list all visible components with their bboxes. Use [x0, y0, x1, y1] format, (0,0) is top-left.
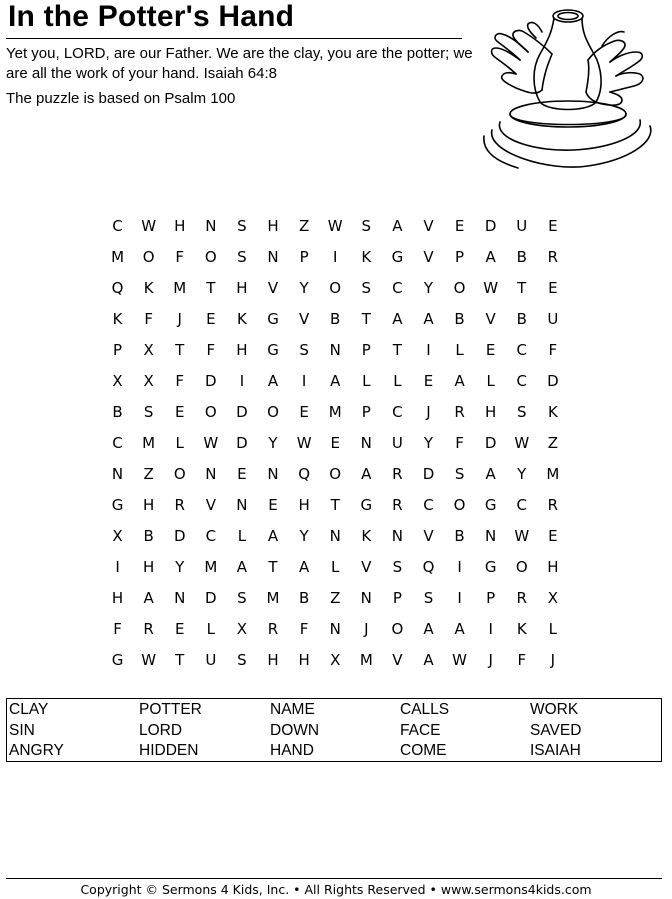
- grid-letter: S: [454, 465, 465, 483]
- grid-letter: N: [205, 465, 217, 483]
- grid-letter: S: [361, 217, 372, 235]
- grid-letter: T: [268, 558, 278, 576]
- word-item: DOWN: [270, 721, 320, 739]
- word-search-grid: [102, 211, 568, 676]
- grid-letter: O: [329, 465, 342, 483]
- grid-letter: N: [329, 341, 341, 359]
- grid-letter: A: [454, 620, 465, 638]
- word-item: LORD: [139, 721, 183, 739]
- grid-letter: L: [331, 558, 340, 576]
- word-item: SIN: [9, 721, 35, 739]
- grid-letter: E: [423, 372, 434, 390]
- grid-letter: F: [548, 341, 558, 359]
- grid-letter: E: [299, 403, 309, 421]
- grid-letter: C: [423, 496, 434, 514]
- grid-letter: V: [423, 527, 434, 545]
- grid-letter: E: [548, 217, 558, 235]
- word-item: NAME: [270, 701, 315, 718]
- grid-letter: R: [547, 248, 559, 266]
- grid-letter: N: [329, 527, 341, 545]
- grid-letter: K: [237, 310, 247, 328]
- grid-letter: P: [361, 403, 371, 421]
- grid-letter: Q: [422, 558, 435, 576]
- grid-letter: C: [516, 341, 527, 359]
- scripture-verse: Yet you, LORD, are our Father. We are the clay, you are the potter; we are all the work of your hand. Isaiah 64:8: [6, 45, 473, 82]
- grid-letter: R: [454, 403, 465, 421]
- grid-letter: O: [453, 496, 466, 514]
- grid-letter: F: [455, 434, 464, 452]
- grid-letter: D: [236, 434, 248, 452]
- grid-letter: H: [298, 496, 310, 514]
- grid-letter: X: [143, 341, 154, 359]
- grid-letter: E: [485, 341, 496, 359]
- grid-letter: O: [391, 620, 404, 638]
- grid-letter: M: [266, 589, 280, 607]
- grid-letter: S: [143, 403, 154, 421]
- grid-letter: Y: [175, 558, 185, 576]
- grid-letter: B: [298, 589, 310, 607]
- grid-row: [102, 583, 568, 614]
- grid-letter: F: [517, 651, 527, 669]
- grid-letter: M: [142, 434, 156, 452]
- grid-letter: L: [237, 527, 247, 545]
- grid-letter: V: [485, 310, 496, 328]
- grid-letter: U: [205, 651, 217, 669]
- grid-letter: P: [455, 248, 465, 266]
- grid-letter: J: [426, 403, 431, 421]
- grid-letter: F: [206, 341, 216, 359]
- grid-letter: S: [237, 589, 247, 607]
- grid-letter: W: [296, 434, 312, 452]
- grid-letter: N: [360, 434, 372, 452]
- grid-letter: J: [550, 651, 556, 669]
- grid-letter: E: [174, 403, 185, 421]
- grid-letter: T: [517, 279, 527, 297]
- grid-letter: O: [142, 248, 155, 266]
- grid-letter: M: [546, 465, 560, 483]
- grid-letter: H: [143, 496, 155, 514]
- grid-row: [102, 614, 568, 645]
- grid-letter: P: [361, 341, 371, 359]
- grid-letter: T: [330, 496, 340, 514]
- grid-letter: O: [515, 558, 528, 576]
- word-column: [270, 700, 319, 762]
- grid-letter: B: [454, 527, 465, 545]
- grid-letter: X: [143, 372, 154, 390]
- grid-letter: C: [112, 434, 123, 452]
- grid-letter: A: [267, 372, 279, 390]
- grid-letter: O: [329, 279, 342, 297]
- grid-letter: H: [267, 651, 279, 669]
- grid-letter: N: [360, 589, 372, 607]
- grid-letter: Z: [330, 589, 341, 607]
- grid-row: [102, 490, 568, 521]
- grid-letter: A: [143, 589, 154, 607]
- grid-letter: S: [423, 589, 434, 607]
- grid-letter: W: [327, 217, 343, 235]
- grid-letter: G: [111, 496, 124, 514]
- grid-letter: E: [206, 310, 216, 328]
- grid-letter: H: [485, 403, 497, 421]
- grid-row: [102, 304, 568, 335]
- grid-letter: V: [298, 310, 310, 328]
- potter-hands-icon: [478, 2, 660, 178]
- grid-letter: K: [516, 620, 527, 638]
- grid-letter: N: [174, 589, 186, 607]
- grid-letter: A: [298, 558, 310, 576]
- grid-letter: W: [141, 217, 157, 235]
- grid-letter: O: [173, 465, 186, 483]
- grid-letter: I: [115, 558, 120, 576]
- grid-letter: X: [236, 620, 248, 638]
- grid-letter: H: [236, 279, 248, 297]
- grid-letter: A: [236, 558, 248, 576]
- grid-letter: O: [453, 279, 466, 297]
- grid-letter: D: [173, 527, 186, 545]
- grid-row: [102, 459, 568, 490]
- grid-row: [102, 645, 568, 676]
- grid-letter: E: [548, 527, 558, 545]
- grid-letter: S: [299, 341, 309, 359]
- grid-letter: X: [112, 527, 123, 545]
- grid-letter: R: [267, 620, 279, 638]
- word-item: COME: [400, 742, 447, 759]
- grid-letter: N: [485, 527, 497, 545]
- grid-letter: S: [361, 279, 372, 297]
- grid-letter: K: [547, 403, 558, 421]
- grid-letter: S: [237, 651, 247, 669]
- grid-letter: P: [392, 589, 402, 607]
- word-item: ANGRY: [9, 742, 64, 759]
- grid-letter: R: [143, 620, 154, 638]
- grid-letter: D: [422, 465, 435, 483]
- grid-letter: C: [205, 527, 217, 545]
- grid-letter: I: [332, 248, 338, 266]
- grid-letter: G: [111, 651, 124, 669]
- grid-letter: Y: [299, 279, 309, 297]
- grid-letter: H: [236, 341, 248, 359]
- word-column: [139, 700, 202, 762]
- grid-row: [102, 211, 568, 242]
- grid-letter: D: [484, 434, 497, 452]
- grid-letter: G: [484, 558, 497, 576]
- word-item: CLAY: [9, 701, 49, 718]
- grid-letter: L: [548, 620, 558, 638]
- grid-letter: P: [299, 248, 309, 266]
- grid-row: [102, 552, 568, 583]
- grid-letter: T: [206, 279, 216, 297]
- grid-letter: G: [360, 496, 373, 514]
- copyright-footer: Copyright © Sermons 4 Kids, Inc. • All Rights Reserved • www.sermons4kids.com: [80, 882, 592, 897]
- grid-row: [102, 428, 568, 459]
- grid-letter: A: [423, 651, 434, 669]
- grid-letter: A: [454, 372, 465, 390]
- grid-letter: A: [423, 620, 434, 638]
- grid-letter: D: [205, 372, 217, 390]
- grid-letter: C: [392, 403, 403, 421]
- grid-letter: B: [112, 403, 123, 421]
- grid-letter: X: [330, 651, 341, 669]
- grid-letter: M: [204, 558, 218, 576]
- grid-letter: O: [204, 248, 217, 266]
- grid-letter: Y: [423, 434, 434, 452]
- grid-letter: I: [457, 589, 462, 607]
- grid-letter: B: [330, 310, 341, 328]
- grid-letter: S: [237, 248, 247, 266]
- grid-letter: V: [205, 496, 216, 514]
- grid-letter: W: [141, 651, 157, 669]
- grid-letter: W: [514, 527, 530, 545]
- grid-letter: P: [486, 589, 496, 607]
- page-title: In the Potter's Hand: [8, 0, 295, 33]
- grid-letter: T: [392, 341, 402, 359]
- grid-letter: W: [514, 434, 530, 452]
- word-item: HAND: [270, 742, 314, 759]
- grid-letter: B: [516, 248, 527, 266]
- grid-letter: L: [362, 372, 371, 390]
- word-list: [6, 698, 662, 762]
- word-item: SAVED: [530, 721, 582, 739]
- grid-letter: D: [484, 217, 497, 235]
- grid-letter: N: [205, 217, 217, 235]
- grid-letter: F: [175, 372, 185, 390]
- grid-letter: E: [330, 434, 340, 452]
- grid-letter: Q: [298, 465, 311, 483]
- grid-letter: L: [486, 372, 495, 390]
- grid-letter: X: [547, 589, 558, 607]
- word-column: [9, 700, 64, 762]
- word-column: [400, 700, 449, 762]
- footer-divider: [6, 878, 662, 879]
- grid-letter: N: [267, 465, 279, 483]
- grid-letter: K: [112, 310, 123, 328]
- grid-letter: N: [111, 465, 124, 483]
- grid-letter: V: [267, 279, 279, 297]
- grid-letter: F: [175, 248, 185, 266]
- grid-letter: H: [267, 217, 279, 235]
- grid-letter: H: [111, 589, 124, 607]
- grid-letter: V: [361, 558, 372, 576]
- title-divider: [6, 38, 462, 39]
- grid-letter: X: [112, 372, 123, 390]
- grid-letter: R: [516, 589, 527, 607]
- grid-letter: J: [177, 310, 182, 328]
- grid-letter: Y: [517, 465, 527, 483]
- grid-letter: W: [483, 279, 499, 297]
- grid-letter: Z: [547, 434, 558, 452]
- grid-row: [102, 521, 568, 552]
- word-item: FACE: [400, 721, 441, 739]
- grid-letter: U: [547, 310, 559, 328]
- grid-letter: E: [454, 217, 465, 235]
- grid-letter: G: [267, 341, 279, 359]
- grid-letter: E: [268, 496, 278, 514]
- grid-letter: W: [452, 651, 467, 669]
- grid-letter: V: [423, 248, 434, 266]
- grid-letter: A: [267, 527, 279, 545]
- word-column: [530, 700, 581, 762]
- grid-letter: Q: [111, 279, 124, 297]
- grid-letter: A: [485, 248, 496, 266]
- grid-letter: A: [392, 310, 403, 328]
- grid-letter: C: [516, 372, 527, 390]
- grid-letter: C: [392, 279, 403, 297]
- grid-letter: L: [206, 620, 215, 638]
- grid-letter: R: [174, 496, 185, 514]
- grid-letter: V: [423, 217, 434, 235]
- grid-letter: N: [329, 620, 341, 638]
- grid-letter: J: [488, 651, 493, 669]
- grid-letter: I: [301, 372, 307, 390]
- grid-letter: D: [547, 372, 559, 390]
- grid-letter: P: [113, 341, 123, 359]
- grid-letter: K: [361, 527, 372, 545]
- grid-letter: C: [516, 496, 527, 514]
- grid-letter: U: [516, 217, 528, 235]
- grid-letter: I: [426, 341, 431, 359]
- grid-row: [102, 366, 568, 397]
- grid-letter: R: [392, 496, 403, 514]
- grid-letter: H: [174, 217, 186, 235]
- grid-letter: H: [143, 558, 155, 576]
- grid-letter: M: [173, 279, 187, 297]
- grid-letter: K: [361, 248, 372, 266]
- word-item: POTTER: [139, 701, 202, 718]
- grid-letter: N: [236, 496, 248, 514]
- grid-letter: D: [236, 403, 248, 421]
- grid-letter: A: [423, 310, 434, 328]
- grid-letter: N: [391, 527, 403, 545]
- grid-letter: E: [174, 620, 185, 638]
- grid-letter: E: [237, 465, 247, 483]
- grid-letter: B: [143, 527, 154, 545]
- grid-letter: Y: [299, 527, 309, 545]
- grid-letter: B: [454, 310, 465, 328]
- grid-letter: E: [548, 279, 558, 297]
- grid-letter: U: [391, 434, 403, 452]
- grid-letter: R: [547, 496, 559, 514]
- grid-letter: O: [267, 403, 279, 421]
- grid-letter: H: [298, 651, 310, 669]
- grid-letter: Z: [298, 217, 310, 235]
- grid-letter: V: [392, 651, 403, 669]
- word-item: ISAIAH: [530, 742, 581, 759]
- grid-letter: F: [113, 620, 122, 638]
- grid-letter: C: [112, 217, 123, 235]
- grid-letter: J: [364, 620, 369, 638]
- grid-letter: A: [330, 372, 341, 390]
- grid-letter: I: [457, 558, 462, 576]
- grid-letter: S: [517, 403, 527, 421]
- grid-letter: Z: [143, 465, 154, 483]
- grid-letter: H: [547, 558, 559, 576]
- grid-letter: G: [484, 496, 497, 514]
- grid-row: [102, 335, 568, 366]
- grid-letter: R: [392, 465, 403, 483]
- grid-letter: F: [299, 620, 309, 638]
- puzzle-note: The puzzle is based on Psalm 100: [6, 90, 236, 107]
- grid-letter: S: [392, 558, 403, 576]
- grid-letter: L: [455, 341, 464, 359]
- grid-letter: A: [361, 465, 372, 483]
- grid-row: [102, 242, 568, 273]
- grid-letter: K: [143, 279, 154, 297]
- grid-letter: T: [361, 310, 371, 328]
- grid-letter: M: [328, 403, 342, 421]
- grid-letter: W: [203, 434, 219, 452]
- word-item: HIDDEN: [139, 742, 199, 759]
- grid-letter: A: [485, 465, 496, 483]
- grid-letter: A: [392, 217, 403, 235]
- grid-letter: Y: [423, 279, 434, 297]
- grid-letter: Y: [268, 434, 278, 452]
- grid-letter: T: [175, 651, 185, 669]
- grid-letter: G: [267, 310, 279, 328]
- grid-row: [102, 273, 568, 304]
- word-item: WORK: [530, 701, 579, 718]
- grid-letter: L: [175, 434, 184, 452]
- grid-letter: G: [391, 248, 404, 266]
- grid-letter: S: [237, 217, 247, 235]
- grid-letter: L: [393, 372, 402, 390]
- grid-letter: N: [267, 248, 279, 266]
- grid-letter: M: [359, 651, 373, 669]
- grid-letter: F: [144, 310, 153, 328]
- grid-letter: T: [175, 341, 185, 359]
- grid-letter: I: [239, 372, 245, 390]
- grid-letter: B: [516, 310, 527, 328]
- grid-letter: M: [111, 248, 125, 266]
- word-item: CALLS: [400, 701, 450, 718]
- grid-letter: O: [204, 403, 217, 421]
- grid-letter: I: [488, 620, 493, 638]
- grid-letter: D: [205, 589, 217, 607]
- grid-row: [102, 397, 568, 428]
